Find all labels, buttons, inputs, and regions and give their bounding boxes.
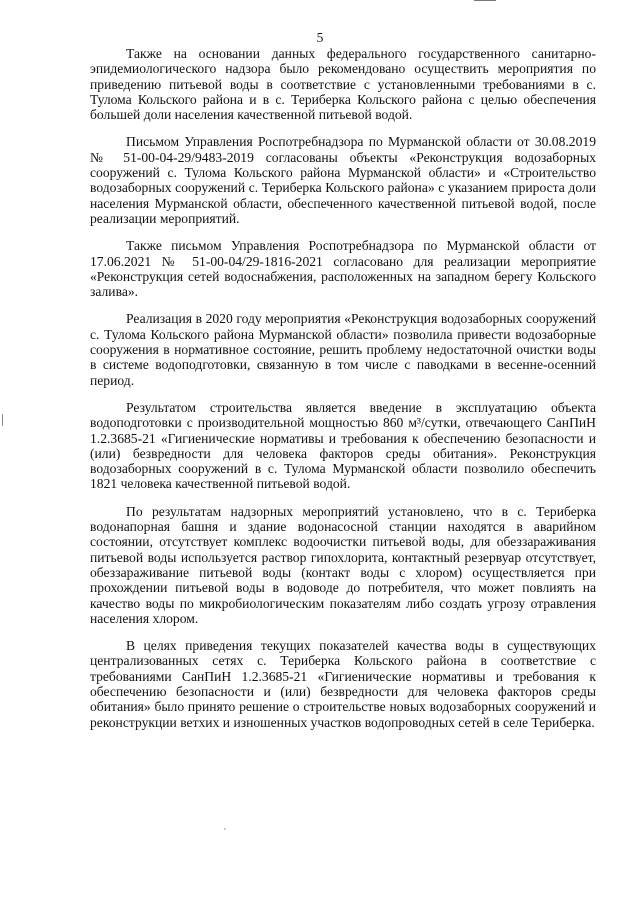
paragraph-sanitary-supervision: Также на основании данных федерального государственного санитарно-эпидемиологического надзора было рекомендовано осуществить мероприятия по приведению питьевой воды в соответствие с установленными требованиями в с. Тулома Кольского района и в с. Териберка Кольского района с целью обеспечения большей доли населения качественной питьевой водой. — [90, 46, 596, 123]
paragraph-rospotrebnadzor-letter-2021: Также письмом Управления Роспотребнадзора по Мурманской области от 17.06.2021 № 51-00-04/29-1816-2021 согласовано для реализации мероприятие «Реконструкция сетей водоснабжения, расположенных на западном берегу Кольского залива». — [90, 238, 596, 300]
paragraph-rospotrebnadzor-letter-2019: Письмом Управления Роспотребнадзора по Мурманской области от 30.08.2019 № 51-00-04-29/9483-2019 согласованы объекты «Реконструкция водозаборных сооружений с. Тулома Кольского района Мурманской области» и «Строительство водозаборных сооружений с. Териберка Кольского района» с указанием прироста доли населения Мурманской области, обеспеченного качественной питьевой водой, после реализации мероприятий. — [90, 134, 596, 226]
paragraph-teriberka-inspection: По результатам надзорных мероприятий установлено, что в с. Териберка водонапорная башня и здание водонасосной станции находятся в аварийном состоянии, отсутствует комплекс водоочистки питьевой воды, для обеззараживания питьевой воды используется раствор гипохлорита, контактный резервуар отсутствует, обеззараживание питьевой воды (контакт воды с хлором) осуществляется при прохождении питьевой воды в водоводе до потребителя, что может повлиять на качество воды по микробиологическим показателям либо создать угрозу отравления населения хлором. — [90, 503, 596, 626]
scan-margin-mark — [2, 414, 3, 426]
scan-speck — [224, 828, 226, 830]
paragraph-teriberka-decision: В целях приведения текущих показателей качества воды в существующих централизованных сетях с. Териберка Кольского района в соответствие с требованиями СанПиН 1.2.3685-21 «Гигиенические нормативы и требования к обеспечению безопасности и (или) безвредности для человека факторов среды обитания» было принято решение о строительстве новых водозаборных сооружений и реконструкции ветхих и изношенных участков водопроводных сетей в селе Териберка. — [90, 638, 596, 730]
page-number: 5 — [316, 30, 324, 45]
document-body — [90, 46, 596, 730]
scan-top-rule — [474, 0, 496, 1]
paragraph-construction-result: Результатом строительства является введение в эксплуатацию объекта водоподготовки с производительной мощностью 860 м³/сутки, отвечающего СанПиН 1.2.3685-21 «Гигиенические нормативы и требования к обеспечению безопасности и (или) безвредности для человека факторов среды обитания». Реконструкция водозаборных сооружений в с. Тулома Мурманской области позволило обеспечить 1821 человека качественной питьевой водой. — [90, 399, 596, 492]
paragraph-tuloma-reconstruction-2020: Реализация в 2020 году мероприятия «Реконструкция водозаборных сооружений с. Тулома Кольского района Мурманской области» позволила привести водозаборные сооружения в нормативное состояние, решить проблему недостаточной очистки воды в системе водоподготовки, связанную в том числе с паводками в весенне-осенний период. — [90, 311, 596, 388]
